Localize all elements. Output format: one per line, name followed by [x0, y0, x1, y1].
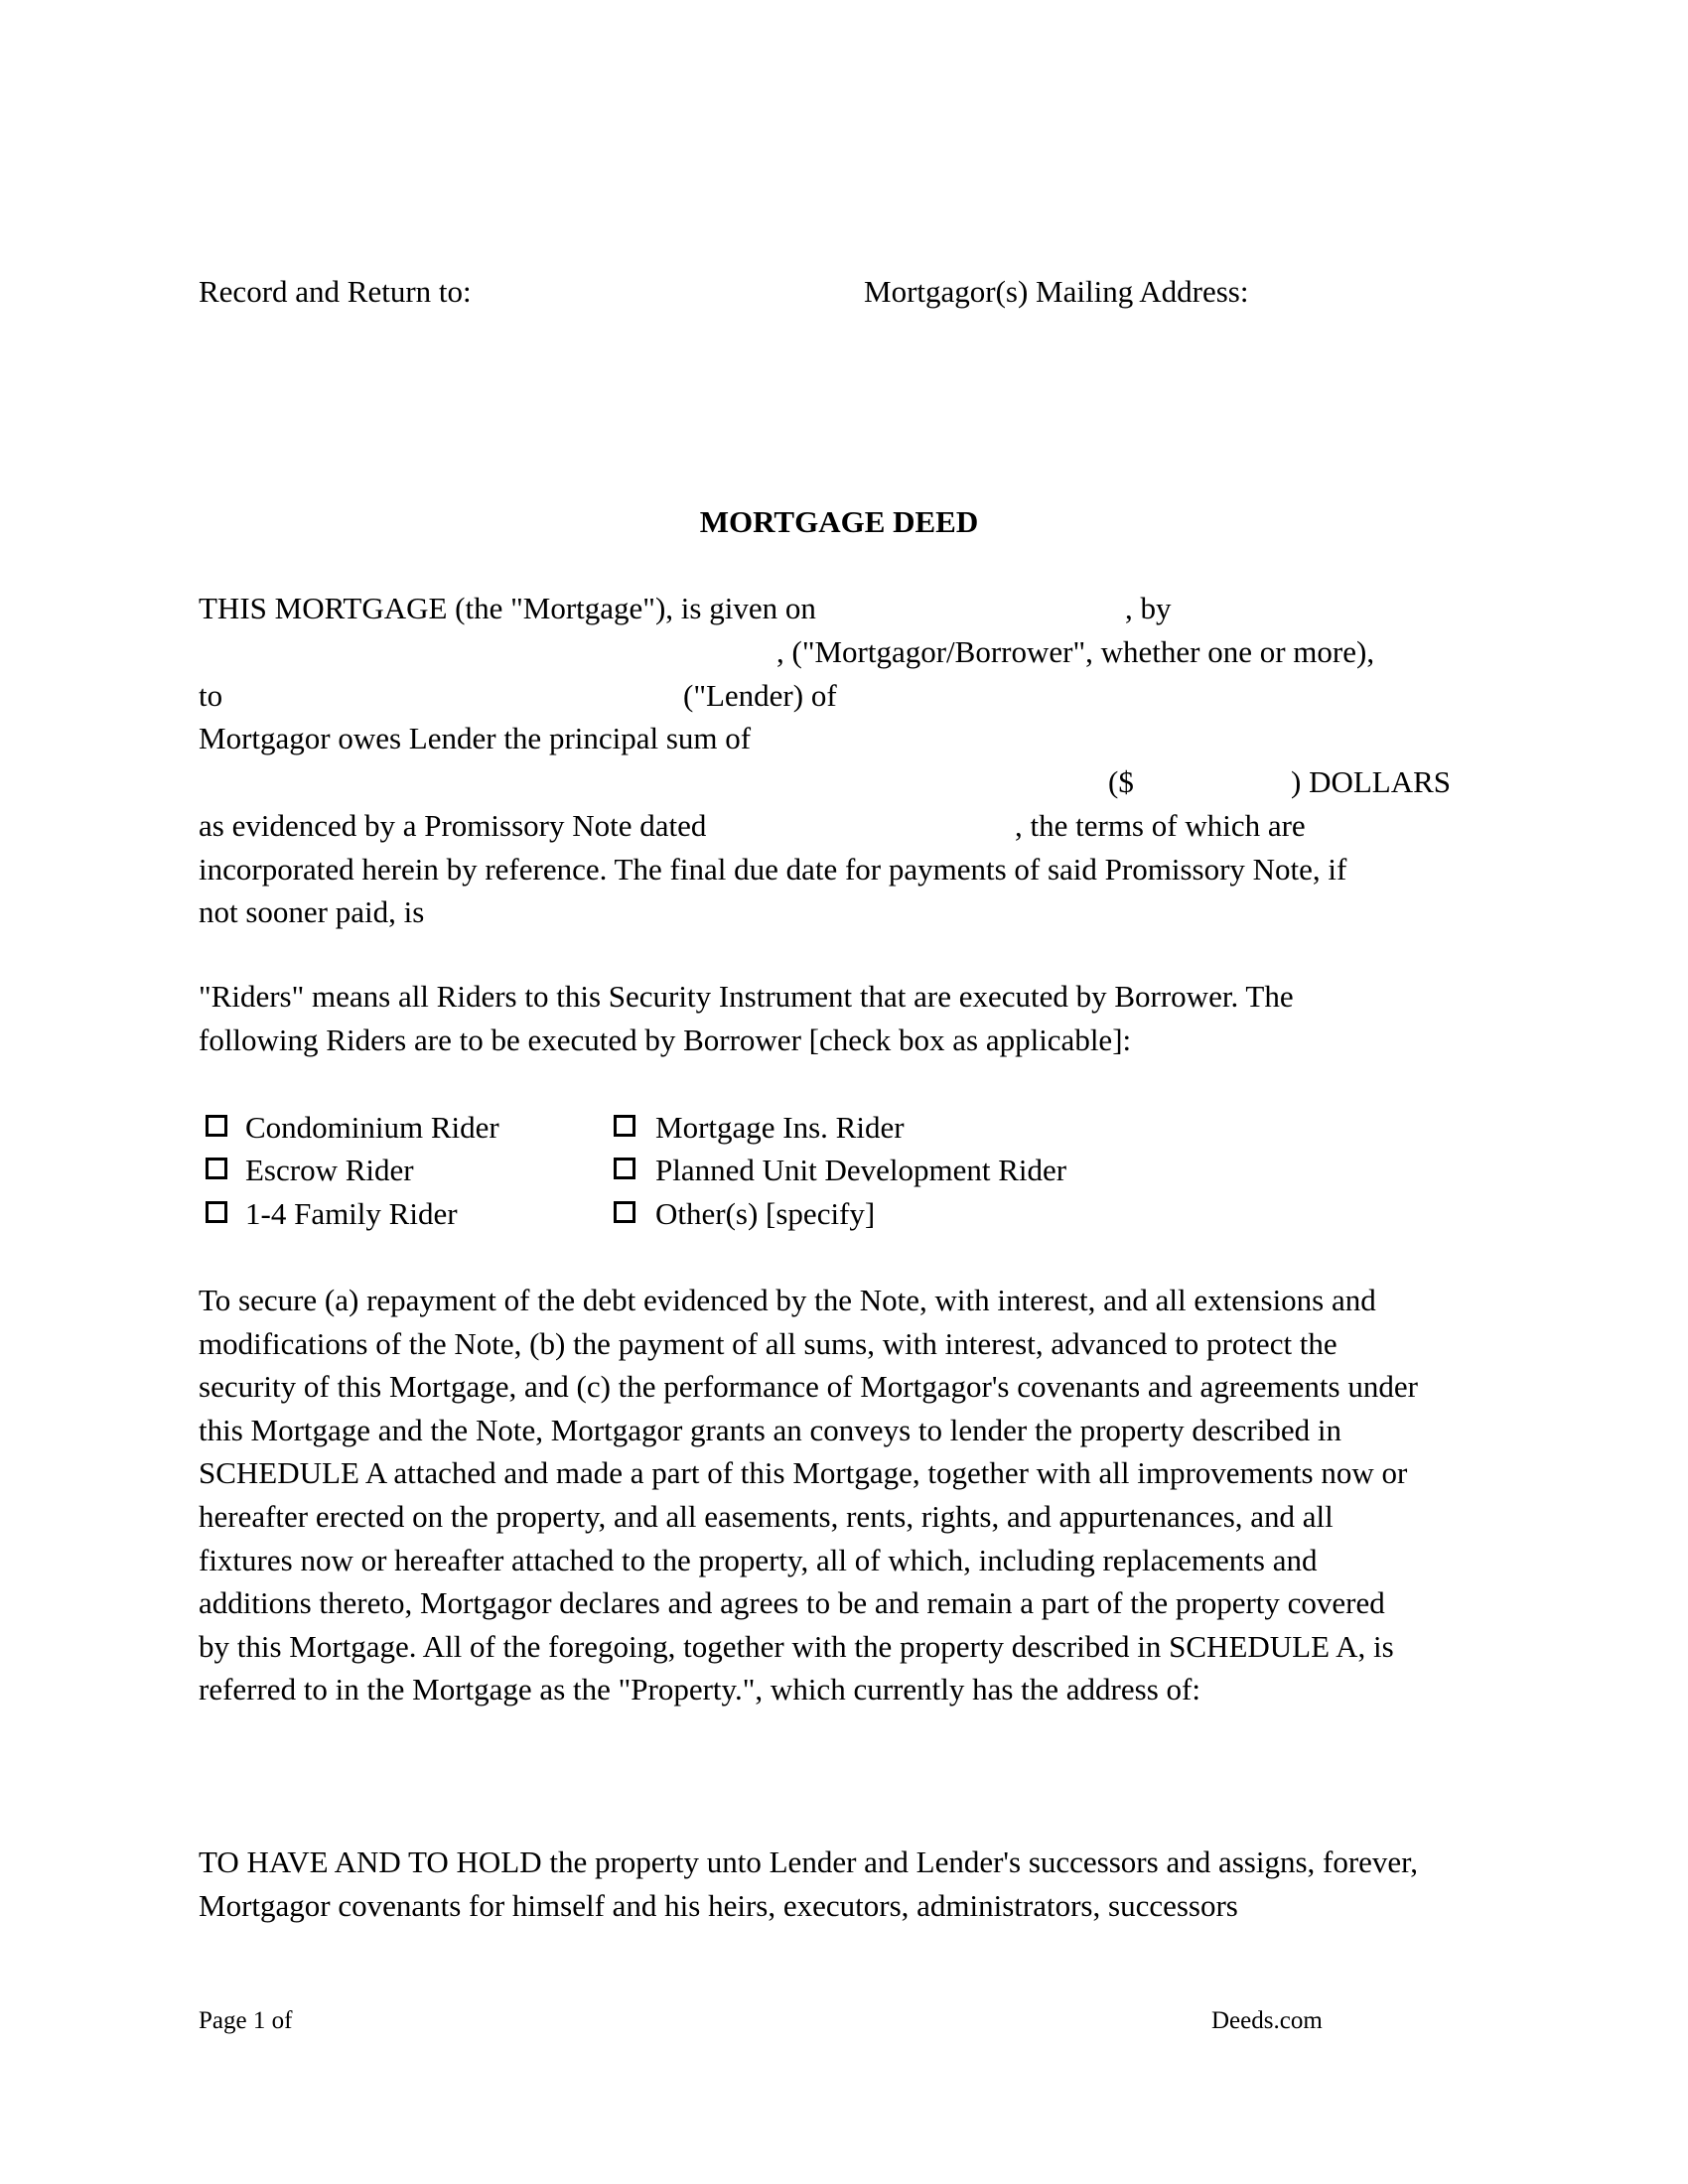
intro-line-3-to: to	[199, 678, 223, 713]
other-rider-checkbox[interactable]	[614, 1201, 635, 1223]
mortgage-ins-rider-label: Mortgage Ins. Rider	[655, 1110, 905, 1145]
intro-line-2: , ("Mortgagor/Borrower", whether one or more),	[776, 634, 1375, 669]
intro-line-1-by: , by	[1125, 591, 1172, 625]
escrow-rider-label: Escrow Rider	[245, 1153, 414, 1187]
document-title: MORTGAGE DEED	[699, 504, 979, 539]
page-number: Page 1 of	[199, 2007, 293, 2034]
other-rider-label: Other(s) [specify]	[655, 1196, 876, 1231]
record-return-label: Record and Return to:	[199, 274, 472, 309]
site-label: Deeds.com	[1211, 2007, 1323, 2034]
planned-unit-rider-label: Planned Unit Development Rider	[655, 1153, 1067, 1187]
escrow-rider-checkbox[interactable]	[206, 1158, 227, 1179]
planned-unit-rider-checkbox[interactable]	[614, 1158, 635, 1179]
secure-paragraph: To secure (a) repayment of the debt evidenced by the Note, with interest, and all extensions and modifications of the Note, (b) the payment of all sums, with interest, advanced to protect the security of this Mortgage, and (c) the performance of Mortgagor's covenants and agreements under this Mortgage and the Note, Mortgagor grants an conveys to lender the property described in SCHEDULE A attached and made a part of this Mortgage, together with all improvements now or hereafter erected on the property, and all easements, rents, rights, and appurtenances, and all fixtures now or hereafter attached to the property, all of which, including replacements and additions thereto, Mortgagor declares and agrees to be and remain a part of the property covered by this Mortgage. All of the foregoing, together with the property described in SCHEDULE A, is referred to in the Mortgage as the "Property.", which currently has the address of:	[199, 1283, 1418, 1707]
family-rider-label: 1-4 Family Rider	[245, 1196, 458, 1231]
intro-line-1: THIS MORTGAGE (the "Mortgage"), is given on	[199, 591, 816, 625]
intro-line-7: incorporated herein by reference. The final due date for payments of said Promissory Note, if	[199, 852, 1347, 887]
intro-line-8: not sooner paid, is	[199, 894, 425, 929]
intro-line-4: Mortgagor owes Lender the principal sum of	[199, 721, 752, 755]
family-rider-checkbox[interactable]	[206, 1201, 227, 1223]
condominium-rider-checkbox[interactable]	[206, 1115, 227, 1137]
mortgage-ins-rider-checkbox[interactable]	[614, 1115, 635, 1137]
habendum-paragraph: TO HAVE AND TO HOLD the property unto Lender and Lender's successors and assigns, forever, Mortgagor covenants for himself and his heirs, executors, administrators, successors	[199, 1844, 1419, 1923]
condominium-rider-label: Condominium Rider	[245, 1110, 499, 1145]
riders-paragraph: "Riders" means all Riders to this Security Instrument that are executed by Borrower. The following Riders are to be executed by Borrower [check box as applicable]:	[199, 979, 1294, 1057]
intro-line-6-terms: , the terms of which are	[1015, 808, 1306, 843]
intro-line-6: as evidenced by a Promissory Note dated	[199, 808, 707, 843]
intro-dollars-label: ) DOLLARS	[1291, 764, 1452, 799]
intro-line-3-lender: ("Lender) of	[683, 678, 837, 713]
intro-dollar-sign: ($	[1108, 764, 1134, 799]
mailing-address-label: Mortgagor(s) Mailing Address:	[864, 274, 1249, 309]
